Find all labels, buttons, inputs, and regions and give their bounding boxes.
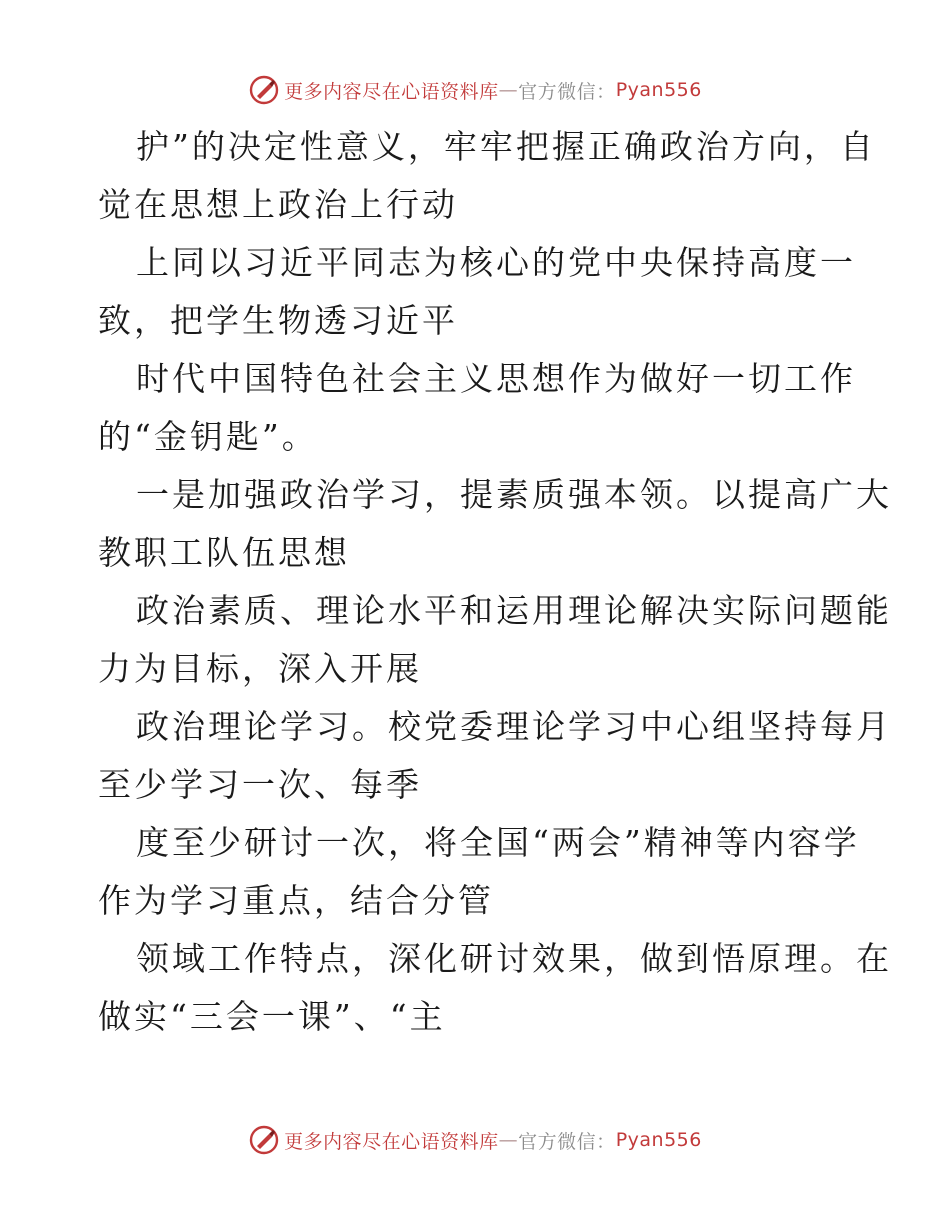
- text-line: 至少学习一次、每季: [98, 765, 422, 804]
- text-line: 做实“三会一课”、“主: [98, 997, 446, 1036]
- text-line: 致，把学生物透习近平: [98, 301, 458, 340]
- text-line: 度至少研讨一次，将全国“两会”精神等内容学: [136, 823, 860, 862]
- text-line: 一是加强政治学习，提素质强本领。以提高广大: [136, 475, 892, 514]
- text-line: 政治素质、理论水平和运用理论解决实际问题能: [136, 591, 892, 630]
- paragraph: [98, 930, 892, 1046]
- watermark-main-text: 更多内容尽在心语资料库: [284, 80, 499, 103]
- text-line: 的“金钥匙”。: [98, 417, 318, 456]
- watermark-dash: —: [498, 1129, 519, 1151]
- text-line: 护”的决定性意义，牢牢把握正确政治方向，自: [136, 127, 876, 166]
- watermark-dash: —: [498, 79, 519, 101]
- text-line: 觉在思想上政治上行动: [98, 185, 458, 224]
- watermark-main-text: 更多内容尽在心语资料库: [284, 1130, 499, 1153]
- watermark-banner-bottom: [0, 1120, 950, 1160]
- watermark-sub-text: 官方微信：: [518, 1130, 616, 1153]
- text-line: 教职工队伍思想: [98, 533, 350, 572]
- paragraph: [98, 350, 858, 466]
- quill-circle-icon: [248, 74, 280, 106]
- paragraph: [98, 234, 858, 350]
- watermark-account: Pyan556: [615, 1129, 702, 1151]
- paragraph: [98, 814, 858, 930]
- text-line: 时代中国特色社会主义思想作为做好一切工作: [136, 359, 856, 398]
- text-line: 领域工作特点，深化研讨效果，做到悟原理。在: [136, 939, 892, 978]
- paragraph: [98, 118, 876, 234]
- watermark-account: Pyan556: [615, 79, 702, 101]
- watermark-sub-text: 官方微信：: [518, 80, 616, 103]
- paragraph: [98, 698, 892, 814]
- document-body: [98, 118, 892, 1046]
- text-line: 上同以习近平同志为核心的党中央保持高度一: [136, 243, 856, 282]
- paragraph: [98, 582, 892, 698]
- watermark-banner-top: [0, 70, 950, 110]
- paragraph: [98, 466, 892, 582]
- text-line: 政治理论学习。校党委理论学习中心组坚持每月: [136, 707, 892, 746]
- text-line: 作为学习重点，结合分管: [98, 881, 494, 920]
- text-line: 力为目标，深入开展: [98, 649, 422, 688]
- quill-circle-icon: [248, 1124, 280, 1156]
